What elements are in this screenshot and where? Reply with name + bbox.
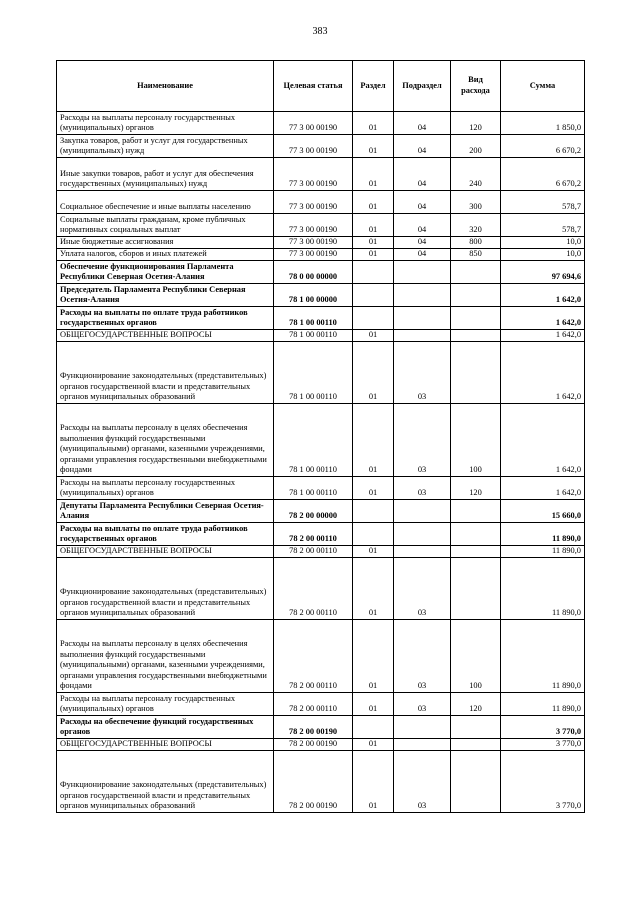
row-subsection: [394, 716, 451, 739]
table-row: [57, 500, 585, 523]
header-expense-type: Вид расхода: [451, 61, 501, 112]
row-section: 01: [353, 693, 394, 716]
row-expense-type: 320: [451, 214, 501, 237]
row-amount: 3 770,0: [501, 716, 585, 739]
row-amount: 11 890,0: [501, 523, 585, 546]
row-subsection: [394, 739, 451, 751]
row-subsection: [394, 546, 451, 558]
budget-table: [56, 60, 585, 813]
row-section: 01: [353, 404, 394, 477]
row-name: Расходы на выплаты персоналу государственных (муниципальных) органов: [57, 477, 274, 500]
row-name: Расходы на выплаты персоналу в целях обеспечения выполнения функций государственными (муниципальными) органами, казенными учреждениями, органами управления государственными внебюджетными фондами: [57, 404, 274, 477]
row-target: 78 2 00 00190: [274, 751, 353, 813]
row-name: Уплата налогов, сборов и иных платежей: [57, 249, 274, 261]
row-target: 77 3 00 00190: [274, 112, 353, 135]
table-row: [57, 284, 585, 307]
row-section: [353, 307, 394, 330]
row-name: Расходы на выплаты персоналу в целях обеспечения выполнения функций государственными (муниципальными) органами, казенными учреждениями, органами управления государственными внебюджетными фондами: [57, 620, 274, 693]
row-section: [353, 716, 394, 739]
row-name: Обеспечение функционирования Парламента Республики Северная Осетия-Алания: [57, 261, 274, 284]
row-amount: 1 642,0: [501, 477, 585, 500]
row-target: 78 1 00 00110: [274, 404, 353, 477]
row-name: Социальные выплаты гражданам, кроме публичных нормативных социальных выплат: [57, 214, 274, 237]
row-section: 01: [353, 558, 394, 620]
row-name: ОБЩЕГОСУДАРСТВЕННЫЕ ВОПРОСЫ: [57, 546, 274, 558]
row-expense-type: [451, 546, 501, 558]
row-subsection: 03: [394, 342, 451, 404]
row-amount: 6 670,2: [501, 135, 585, 158]
row-name: ОБЩЕГОСУДАРСТВЕННЫЕ ВОПРОСЫ: [57, 739, 274, 751]
row-section: 01: [353, 751, 394, 813]
table-row: [57, 342, 585, 404]
row-section: 01: [353, 330, 394, 342]
row-subsection: 03: [394, 404, 451, 477]
row-subsection: [394, 261, 451, 284]
table-row: [57, 693, 585, 716]
row-name: Социальное обеспечение и иные выплаты населению: [57, 191, 274, 214]
header-amount: Сумма: [501, 61, 585, 112]
row-amount: 1 642,0: [501, 330, 585, 342]
row-subsection: 04: [394, 135, 451, 158]
row-target: 78 2 00 00190: [274, 716, 353, 739]
row-section: 01: [353, 546, 394, 558]
table-row: [57, 330, 585, 342]
row-expense-type: [451, 558, 501, 620]
row-target: 78 1 00 00110: [274, 307, 353, 330]
row-section: 01: [353, 237, 394, 249]
row-expense-type: [451, 716, 501, 739]
row-expense-type: [451, 307, 501, 330]
row-target: 77 3 00 00190: [274, 191, 353, 214]
row-expense-type: 800: [451, 237, 501, 249]
row-name: Расходы на обеспечение функций государственных органов: [57, 716, 274, 739]
header-row: [57, 61, 585, 112]
row-target: 77 3 00 00190: [274, 135, 353, 158]
row-amount: 578,7: [501, 191, 585, 214]
table-body: [57, 112, 585, 813]
row-name: Функционирование законодательных (представительных) органов государственной власти и представительных органов муниципальных образований: [57, 751, 274, 813]
row-amount: 6 670,2: [501, 158, 585, 191]
row-name: Функционирование законодательных (представительных) органов государственной власти и представительных органов муниципальных образований: [57, 342, 274, 404]
row-name: Иные бюджетные ассигнования: [57, 237, 274, 249]
row-subsection: [394, 330, 451, 342]
row-subsection: 04: [394, 214, 451, 237]
row-section: 01: [353, 112, 394, 135]
page-number: 383: [312, 26, 328, 37]
row-subsection: 03: [394, 558, 451, 620]
row-expense-type: 120: [451, 112, 501, 135]
row-target: 78 2 00 00110: [274, 558, 353, 620]
row-target: 78 0 00 00000: [274, 261, 353, 284]
table-row: [57, 546, 585, 558]
table-row: [57, 751, 585, 813]
row-target: 78 1 00 00110: [274, 330, 353, 342]
header-subsection: Подраздел: [394, 61, 451, 112]
row-name: Расходы на выплаты персоналу государственных (муниципальных) органов: [57, 112, 274, 135]
row-amount: 10,0: [501, 237, 585, 249]
row-amount: 11 890,0: [501, 546, 585, 558]
row-expense-type: 240: [451, 158, 501, 191]
row-expense-type: 120: [451, 477, 501, 500]
table-row: [57, 523, 585, 546]
row-name: Расходы на выплаты по оплате труда работников государственных органов: [57, 307, 274, 330]
table-row: [57, 249, 585, 261]
row-amount: 11 890,0: [501, 693, 585, 716]
row-section: 01: [353, 135, 394, 158]
row-expense-type: [451, 342, 501, 404]
table-row: [57, 158, 585, 191]
table-row: [57, 135, 585, 158]
row-section: 01: [353, 739, 394, 751]
row-expense-type: [451, 751, 501, 813]
row-section: 01: [353, 249, 394, 261]
row-name: Закупка товаров, работ и услуг для государственных (муниципальных) нужд: [57, 135, 274, 158]
row-amount: 1 642,0: [501, 342, 585, 404]
row-subsection: [394, 307, 451, 330]
row-target: 78 1 00 00110: [274, 477, 353, 500]
row-section: [353, 523, 394, 546]
row-name: ОБЩЕГОСУДАРСТВЕННЫЕ ВОПРОСЫ: [57, 330, 274, 342]
table-row: [57, 191, 585, 214]
row-expense-type: [451, 523, 501, 546]
row-name: Иные закупки товаров, работ и услуг для обеспечения государственных (муниципальных) нужд: [57, 158, 274, 191]
row-target: 77 3 00 00190: [274, 237, 353, 249]
row-expense-type: [451, 261, 501, 284]
row-subsection: 03: [394, 620, 451, 693]
table-row: [57, 404, 585, 477]
row-section: 01: [353, 477, 394, 500]
row-amount: 1 642,0: [501, 284, 585, 307]
table-row: [57, 214, 585, 237]
row-subsection: 03: [394, 477, 451, 500]
row-subsection: 04: [394, 237, 451, 249]
header-name: Наименование: [57, 61, 274, 112]
table-row: [57, 112, 585, 135]
table-header: [57, 61, 585, 112]
table-row: [57, 237, 585, 249]
row-target: 78 2 00 00110: [274, 523, 353, 546]
row-amount: 11 890,0: [501, 620, 585, 693]
row-section: [353, 284, 394, 307]
row-name: Депутаты Парламента Республики Северная Осетия-Алания: [57, 500, 274, 523]
table-row: [57, 558, 585, 620]
row-amount: 97 694,6: [501, 261, 585, 284]
row-name: Расходы на выплаты персоналу государственных (муниципальных) органов: [57, 693, 274, 716]
row-section: 01: [353, 158, 394, 191]
row-expense-type: [451, 500, 501, 523]
row-amount: 10,0: [501, 249, 585, 261]
table-row: [57, 739, 585, 751]
row-expense-type: 850: [451, 249, 501, 261]
row-expense-type: 100: [451, 404, 501, 477]
row-target: 78 2 00 00110: [274, 620, 353, 693]
table-row: [57, 477, 585, 500]
row-section: 01: [353, 191, 394, 214]
row-expense-type: 120: [451, 693, 501, 716]
row-target: 77 3 00 00190: [274, 158, 353, 191]
row-amount: 1 642,0: [501, 404, 585, 477]
row-subsection: [394, 500, 451, 523]
row-expense-type: [451, 739, 501, 751]
row-target: 77 3 00 00190: [274, 249, 353, 261]
header-section: Раздел: [353, 61, 394, 112]
row-amount: 1 850,0: [501, 112, 585, 135]
table-row: [57, 261, 585, 284]
row-name: Расходы на выплаты по оплате труда работников государственных органов: [57, 523, 274, 546]
row-target: 78 1 00 00110: [274, 342, 353, 404]
row-subsection: 04: [394, 191, 451, 214]
row-amount: 11 890,0: [501, 558, 585, 620]
row-section: [353, 261, 394, 284]
row-subsection: 04: [394, 158, 451, 191]
row-subsection: 04: [394, 112, 451, 135]
row-target: 77 3 00 00190: [274, 214, 353, 237]
table-row: [57, 307, 585, 330]
row-name: Председатель Парламента Республики Северная Осетия-Алания: [57, 284, 274, 307]
row-target: 78 2 00 00190: [274, 739, 353, 751]
table-row: [57, 716, 585, 739]
row-target: 78 2 00 00110: [274, 693, 353, 716]
row-amount: 1 642,0: [501, 307, 585, 330]
row-expense-type: 200: [451, 135, 501, 158]
row-target: 78 2 00 00110: [274, 546, 353, 558]
row-amount: 578,7: [501, 214, 585, 237]
row-target: 78 1 00 00000: [274, 284, 353, 307]
row-subsection: 03: [394, 693, 451, 716]
row-amount: 3 770,0: [501, 751, 585, 813]
row-subsection: [394, 523, 451, 546]
row-name: Функционирование законодательных (представительных) органов государственной власти и представительных органов муниципальных образований: [57, 558, 274, 620]
row-section: 01: [353, 342, 394, 404]
row-subsection: 04: [394, 249, 451, 261]
row-expense-type: [451, 284, 501, 307]
header-target: Целевая статья: [274, 61, 353, 112]
row-amount: 15 660,0: [501, 500, 585, 523]
row-subsection: [394, 284, 451, 307]
row-subsection: 03: [394, 751, 451, 813]
row-expense-type: 300: [451, 191, 501, 214]
row-section: 01: [353, 620, 394, 693]
row-section: 01: [353, 214, 394, 237]
row-amount: 3 770,0: [501, 739, 585, 751]
row-expense-type: 100: [451, 620, 501, 693]
table-row: [57, 620, 585, 693]
row-expense-type: [451, 330, 501, 342]
row-section: [353, 500, 394, 523]
row-target: 78 2 00 00000: [274, 500, 353, 523]
